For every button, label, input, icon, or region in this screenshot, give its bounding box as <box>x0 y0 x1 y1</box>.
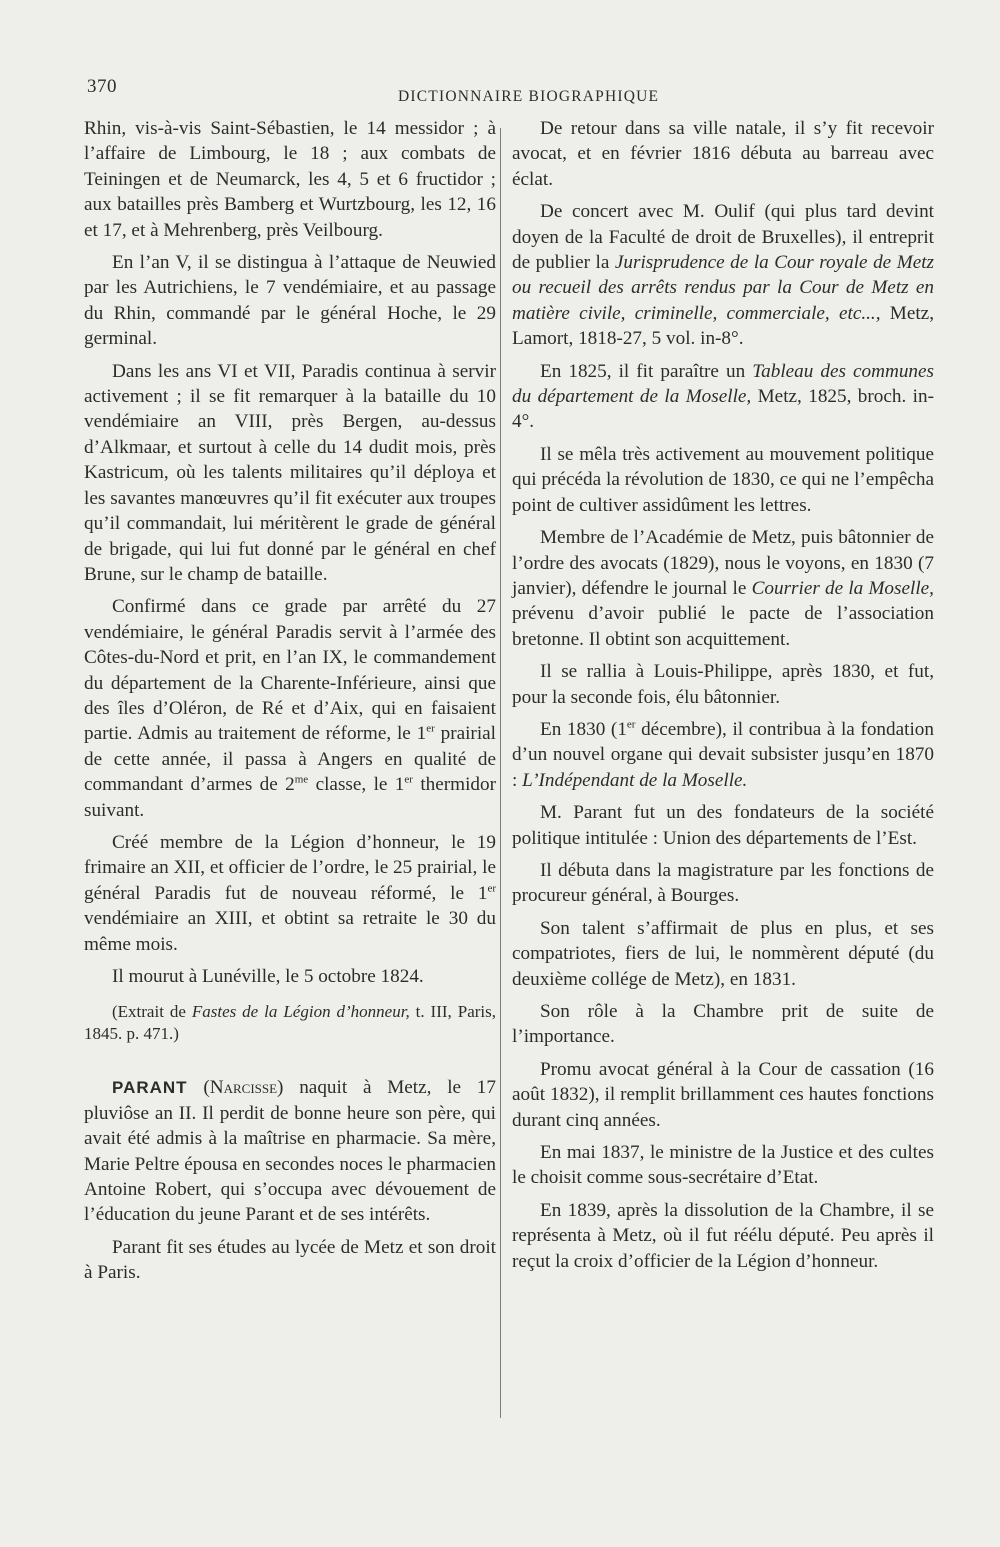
paragraph <box>512 359 934 435</box>
entry-headword: PARANT <box>112 1078 188 1098</box>
work-title: Tableau des communes du département de la Moselle, <box>512 360 934 408</box>
paragraph: Il mourut à Lunéville, le 5 octobre 1824. <box>112 966 424 987</box>
paragraph <box>84 594 496 823</box>
text-run: Créé membre de la Légion d’honneur, le 19 frimaire an XII, et officier de l’ordre, le 25 prairial, le général Paradis fut de nouveau réformé, le 1 <box>84 831 496 904</box>
paragraph: En 1839, après la dissolution de la Chambre, il se représenta à Metz, où il fut réélu député. Peu après il reçut la croix d’officier de la Légion d’honneur. <box>512 1199 934 1272</box>
text-run: prairial de cette année, il passa à Angers en qualité de commandant d’armes de 2 <box>84 723 496 796</box>
superscript: er <box>404 773 413 786</box>
text-run: De concert avec M. Oulif (qui plus tard devint doyen de la Faculté de droit de Bruxelles), il entreprit de publier la <box>512 201 934 274</box>
paragraph: Parant fit ses études au lycée de Metz et son droit à Paris. <box>84 1236 496 1284</box>
text-run: vendémiaire an XIII, et obtint sa retraite le 30 du même mois. <box>84 908 496 955</box>
paragraph: Rhin, vis-à-vis Saint-Sébastien, le 14 messidor ; à l’affaire de Limbourg, le 18 ; aux combats de Teiningen et de Neumarck, les 4, 5 et 6 fructidor ; aux batailles près Bamberg et Wurtzbourg, les 12, 16 et 17, et à Mehrenberg, près Veilbourg. <box>84 118 496 241</box>
superscript: me <box>294 773 309 786</box>
citation <box>84 1001 496 1045</box>
paragraph: En mai 1837, le ministre de la Justice et des cultes le choisit comme sous-secrétaire d’Etat. <box>512 1142 934 1189</box>
text-run: En 1830 (1 <box>540 718 627 740</box>
paragraph: En l’an V, il se distingua à l’attaque de Neuwied par les Autrichiens, le 7 vendémiaire, et au passage du Rhin, commandé par le général Hoche, le 29 germinal. <box>84 252 496 350</box>
citation-title: Fastes de la Légion d’honneur, <box>191 1002 410 1022</box>
paragraph: Son talent s’affirmait de plus en plus, et ses compatriotes, fiers de lui, le nommèrent député (du deuxième collége de Metz), en 1831. <box>512 917 934 990</box>
text-run: Confirmé dans ce grade par arrêté du 27 vendémiaire, le général Paradis servit à l’armée des Côtes-du-Nord et prit, en l’an IX, le commandement du département de la Charente-Inférieure, ainsi que des îles d’Oléron, de Ré et d’Aix, qui en faisaient partie. Admis au traitement de réforme, le 1 <box>84 596 496 745</box>
column-divider <box>500 128 501 1418</box>
text-run: Metz, 1825, broch. in-4°. <box>512 386 934 433</box>
left-column <box>84 116 496 1293</box>
text-run: t. III, Paris, 1845. p. 471.) <box>84 1002 496 1044</box>
paragraph <box>512 717 934 793</box>
running-head: DICTIONNAIRE BIOGRAPHIQUE <box>398 88 660 105</box>
paragraph: Il se rallia à Louis-Philippe, après 1830, et fut, pour la seconde fois, élu bâtonnier. <box>512 661 934 708</box>
paragraph: Dans les ans VI et VII, Paradis continua à servir activement ; il se fit remarquer à la bataille du 10 vendémiaire an VIII, près Bergen, au-dessus d’Alkmaar, et surtout à celle du 14 dudit mois, près Kastricum, où les talents militaires qu’il déploya et les savantes manœuvres qu’il fit exécuter aux troupes qu’il commandait, lui méritèrent le grade de général de brigade, qui lui fut donné par le général en chef Brune, sur le champ de bataille. <box>84 360 496 585</box>
text-run: Membre de l’Académie de Metz, puis bâtonnier de l’ordre des avocats (1829), nous le voyons, en 1830 (7 janvier), défendre le journal le <box>512 527 934 599</box>
page-number: 370 <box>87 76 117 97</box>
text-run: En 1825, il fit paraître un <box>540 360 753 382</box>
paragraph: M. Parant fut un des fondateurs de la société politique intitulée : Union des départements de l’Est. <box>512 802 934 849</box>
text-run: (Extrait de <box>112 1002 192 1022</box>
superscript: er <box>626 718 636 731</box>
text-run: thermidor suivant. <box>84 774 496 821</box>
entry-given-name: (Narcisse) <box>203 1077 284 1099</box>
paragraph: Il se mêla très activement au mouvement politique qui précéda la révolution de 1830, ce qui ne l’empêcha point de cultiver assidûment les lettres. <box>512 443 934 516</box>
paragraph <box>512 199 934 351</box>
paragraph: Il débuta dans la magistrature par les fonctions de procureur général, à Bourges. <box>512 859 934 907</box>
superscript: er <box>426 722 435 735</box>
paragraph <box>512 525 934 652</box>
paragraph: Son rôle à la Chambre prit de suite de l’importance. <box>512 1001 934 1048</box>
superscript: er <box>487 882 496 895</box>
work-title: Courrier de la Moselle, <box>751 577 934 599</box>
text-run: décembre), il contribua à la fondation d’un nouvel organe qui devait subsister jusqu’en 1870 : <box>512 718 934 791</box>
text-run: classe, le 1 <box>308 774 405 796</box>
paragraph: De retour dans sa ville natale, il s’y fit recevoir avocat, et en février 1816 débuta au barreau avec éclat. <box>512 118 934 190</box>
text-run: prévenu d’avoir publié le pacte de l’association bretonne. Il obtint son acquittement. <box>512 603 934 650</box>
entry-paragraph <box>84 1075 496 1227</box>
right-column <box>512 116 934 1281</box>
paragraph <box>84 830 496 957</box>
work-title: Jurisprudence de la Cour royale de Metz ou recueil des arrêts rendus par la Cour de Metz en matière civile, criminelle, commerciale, etc..., <box>512 252 935 324</box>
work-title: L’Indépendant de la Moselle. <box>522 769 748 791</box>
paragraph: Promu avocat général à la Cour de cassation (16 août 1832), il remplit brillamment ces hautes fonctions durant cinq années. <box>512 1058 934 1131</box>
text-run: naquit à Metz, le 17 pluviôse an II. Il perdit de bonne heure son père, qui avait été admis à la maîtrise en pharmacie. Sa mère, Marie Peltre épousa en secondes noces le pharmacien Antoine Robert, qui s’occupa avec dévouement de l’éducation du jeune Parant et de ses intérêts. <box>84 1077 496 1226</box>
text-run: Metz, Lamort, 1818-27, 5 vol. in-8°. <box>512 302 934 350</box>
